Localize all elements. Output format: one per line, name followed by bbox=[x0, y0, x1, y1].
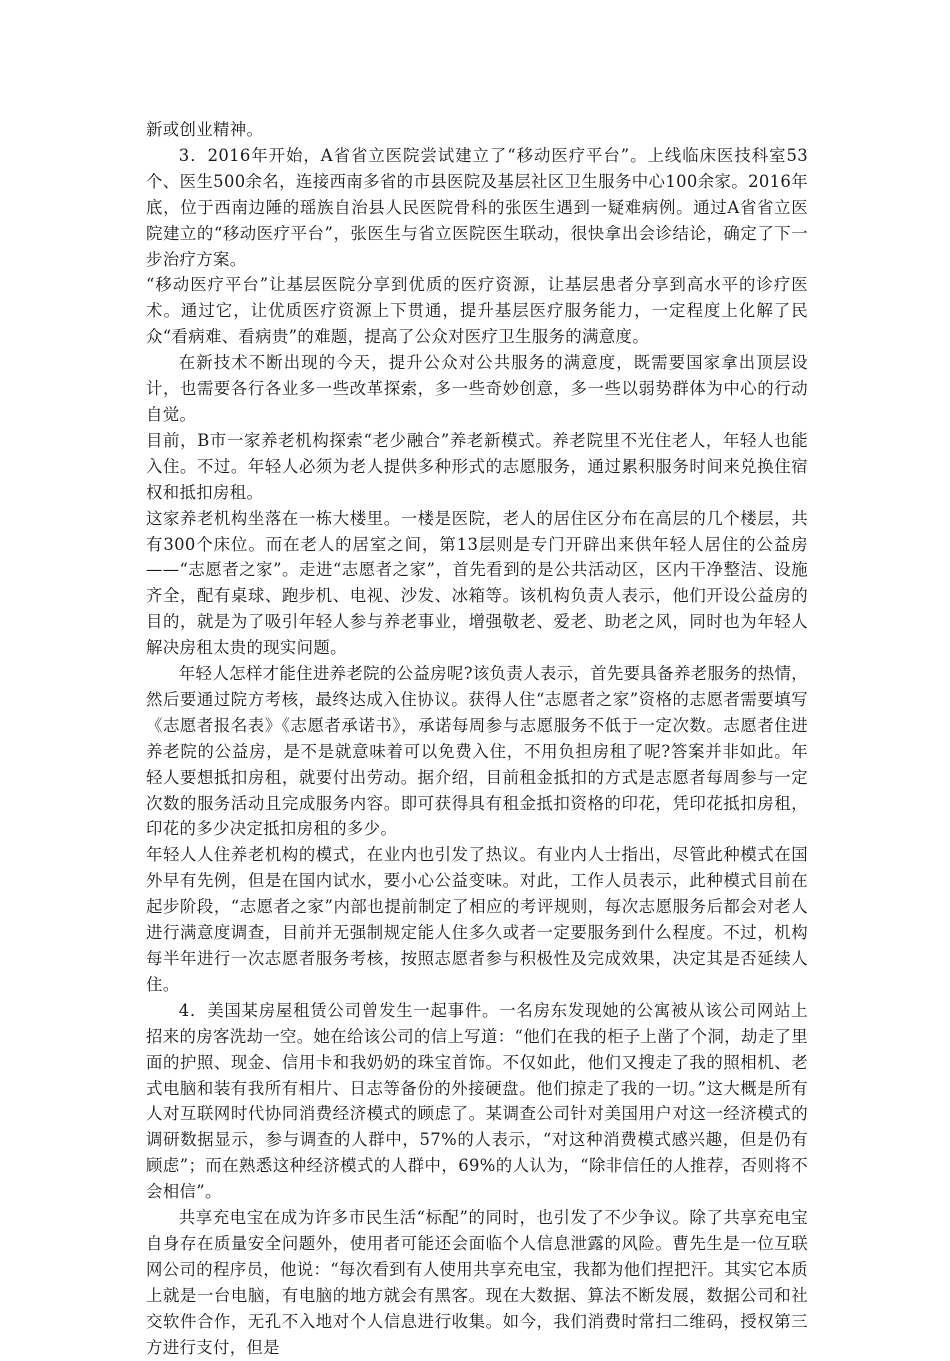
paragraph-industry-debate: 年轻人人住养老机构的模式，在业内也引发了热议。有业内人士指出，尽管此种模式在国外早有先例，但是在国内试水，要小心公益变味。对此，工作人员表示，此种模式目前在起步阶段，“志愿者之家”内部也提前制定了相应的考评规则，每次志愿服务后都会对老人进行满意度调查，目前并无强制规定能人住多久或者一定要服务到什么程度。不过，机构每半年进行一次志愿者服务考核，按照志愿者参与积极性及完成效果，决定其是否延续人住。 bbox=[146, 845, 808, 994]
paragraph-continuation: 新或创业精神。 bbox=[146, 120, 264, 139]
paragraph-shared-power-bank: 共享充电宝在成为许多市民生活“标配”的同时，也引发了不少争议。除了共享充电宝自身存在质量安全问题外，使用者可能还会面临个人信息泄露的风险。曹先生是一位互联网公司的程序员，他说：“每次看到有人使用共享充电宝，我都为他们捏把汗。其实它本质上就是一台电脑，有电脑的地方就会有黑客。现在大数据、算法不断发展，数据公司和社交软件合作，无孔不入地对个人信息进行收集。如今，我们消费时常扫二维码，授权第三方进行支付，但是 bbox=[146, 1208, 808, 1357]
paragraph-public-service-satisfaction: 在新技术不断出现的今天，提升公众对公共服务的满意度，既需要国家拿出顶层设计，也需要各行各业多一些改革探索，多一些奇妙创意，多一些以弱势群体为中心的行动自觉。 bbox=[146, 353, 808, 424]
paragraph-volunteer-housing: 年轻人怎样才能住进养老院的公益房呢?该负责人表示，首先要具备养老服务的热情，然后要通过院方考核，最终达成入住协议。获得人住“志愿者之家”资格的志愿者需要填写《志愿者报名表》《志愿者承诺书》，承诺每周参与志愿服务不低于一定次数。志愿者住进养老院的公益房，是不是就意味着可以免费入住，不用负担房租了呢?答案并非如此。年轻人要想抵扣房租，就要付出劳动。据介绍，目前租金抵扣的方式是志愿者每周参与一定次数的服务活动且完成服务内容。即可获得具有租金抵扣资格的印花，凭印花抵扣房租，印花的多少决定抵扣房租的多少。 bbox=[146, 664, 808, 839]
paragraph-rental-incident: 4．美国某房屋租赁公司曾发生一起事件。一名房东发现她的公寓被从该公司网站上招来的房客洗劫一空。她在给该公司的信上写道：“他们在我的柜子上凿了个洞，劫走了里面的护照、现金、信用卡和我奶奶的珠宝首饰。不仅如此，他们又搜走了我的照相机、老式电脑和装有我所有相片、日志等备份的外接硬盘。他们掠走了我的一切。”这大概是所有人对互联网时代协同消费经济模式的顾虑了。某调查公司针对美国用户对这一经济模式的调研数据显示，参与调查的人群中，57%的人表示，“对这种消费模式感兴趣，但是仍有顾虑”；而在熟悉这种经济模式的人群中，69%的人认为，“除非信任的人推荐，否则将不会相信”。 bbox=[146, 1000, 808, 1202]
document-page bbox=[146, 117, 808, 1361]
paragraph-mobile-medical-platform: 3．2016年开始，A省省立医院尝试建立了“移动医疗平台”。上线临床医技科室53个、医生500余名，连接西南多省的市县医院及基层社区卫生服务中心100余家。2016年底，位于西南边陲的瑶族自治县人民医院骨科的张医生遇到一疑难病例。通过A省省立医院建立的“移动医疗平台”，张医生与省立医院医生联动，很快拿出会诊结论，确定了下一步治疗方案。 bbox=[146, 145, 808, 269]
paragraph-platform-benefits: “移动医疗平台”让基层医院分享到优质的医疗资源，让基层患者分享到高水平的诊疗医术。通过它，让优质医疗资源上下贯通，提升基层医疗服务能力，一定程度上化解了民众“看病难、看病贵”的难题，提高了公众对医疗卫生服务的满意度。 bbox=[146, 275, 808, 347]
paragraph-elderly-care-model: 目前，B市一家养老机构探索“老少融合”养老新模式。养老院里不光住老人，年轻人也能入住。不过。年轻人必须为老人提供多种形式的志愿服务，通过累积服务时间来兑换住宿权和抵扣房租。 bbox=[146, 430, 808, 502]
paragraph-elderly-care-building: 这家养老机构坐落在一栋大楼里。一楼是医院，老人的居住区分布在高层的几个楼层，共有300个床位。而在老人的居室之间，第13层则是专门开辟出来供年轻人居住的公益房——“志愿者之家”。走进“志愿者之家”，首先看到的是公共活动区，区内干净整洁、设施齐全，配有桌球、跑步机、电视、沙发、冰箱等。该机构负责人表示，他们开设公益房的目的，就是为了吸引年轻人参与养老事业，增强敬老、爱老、助老之风，同时也为年轻人解决房租太贵的现实问题。 bbox=[146, 508, 808, 658]
